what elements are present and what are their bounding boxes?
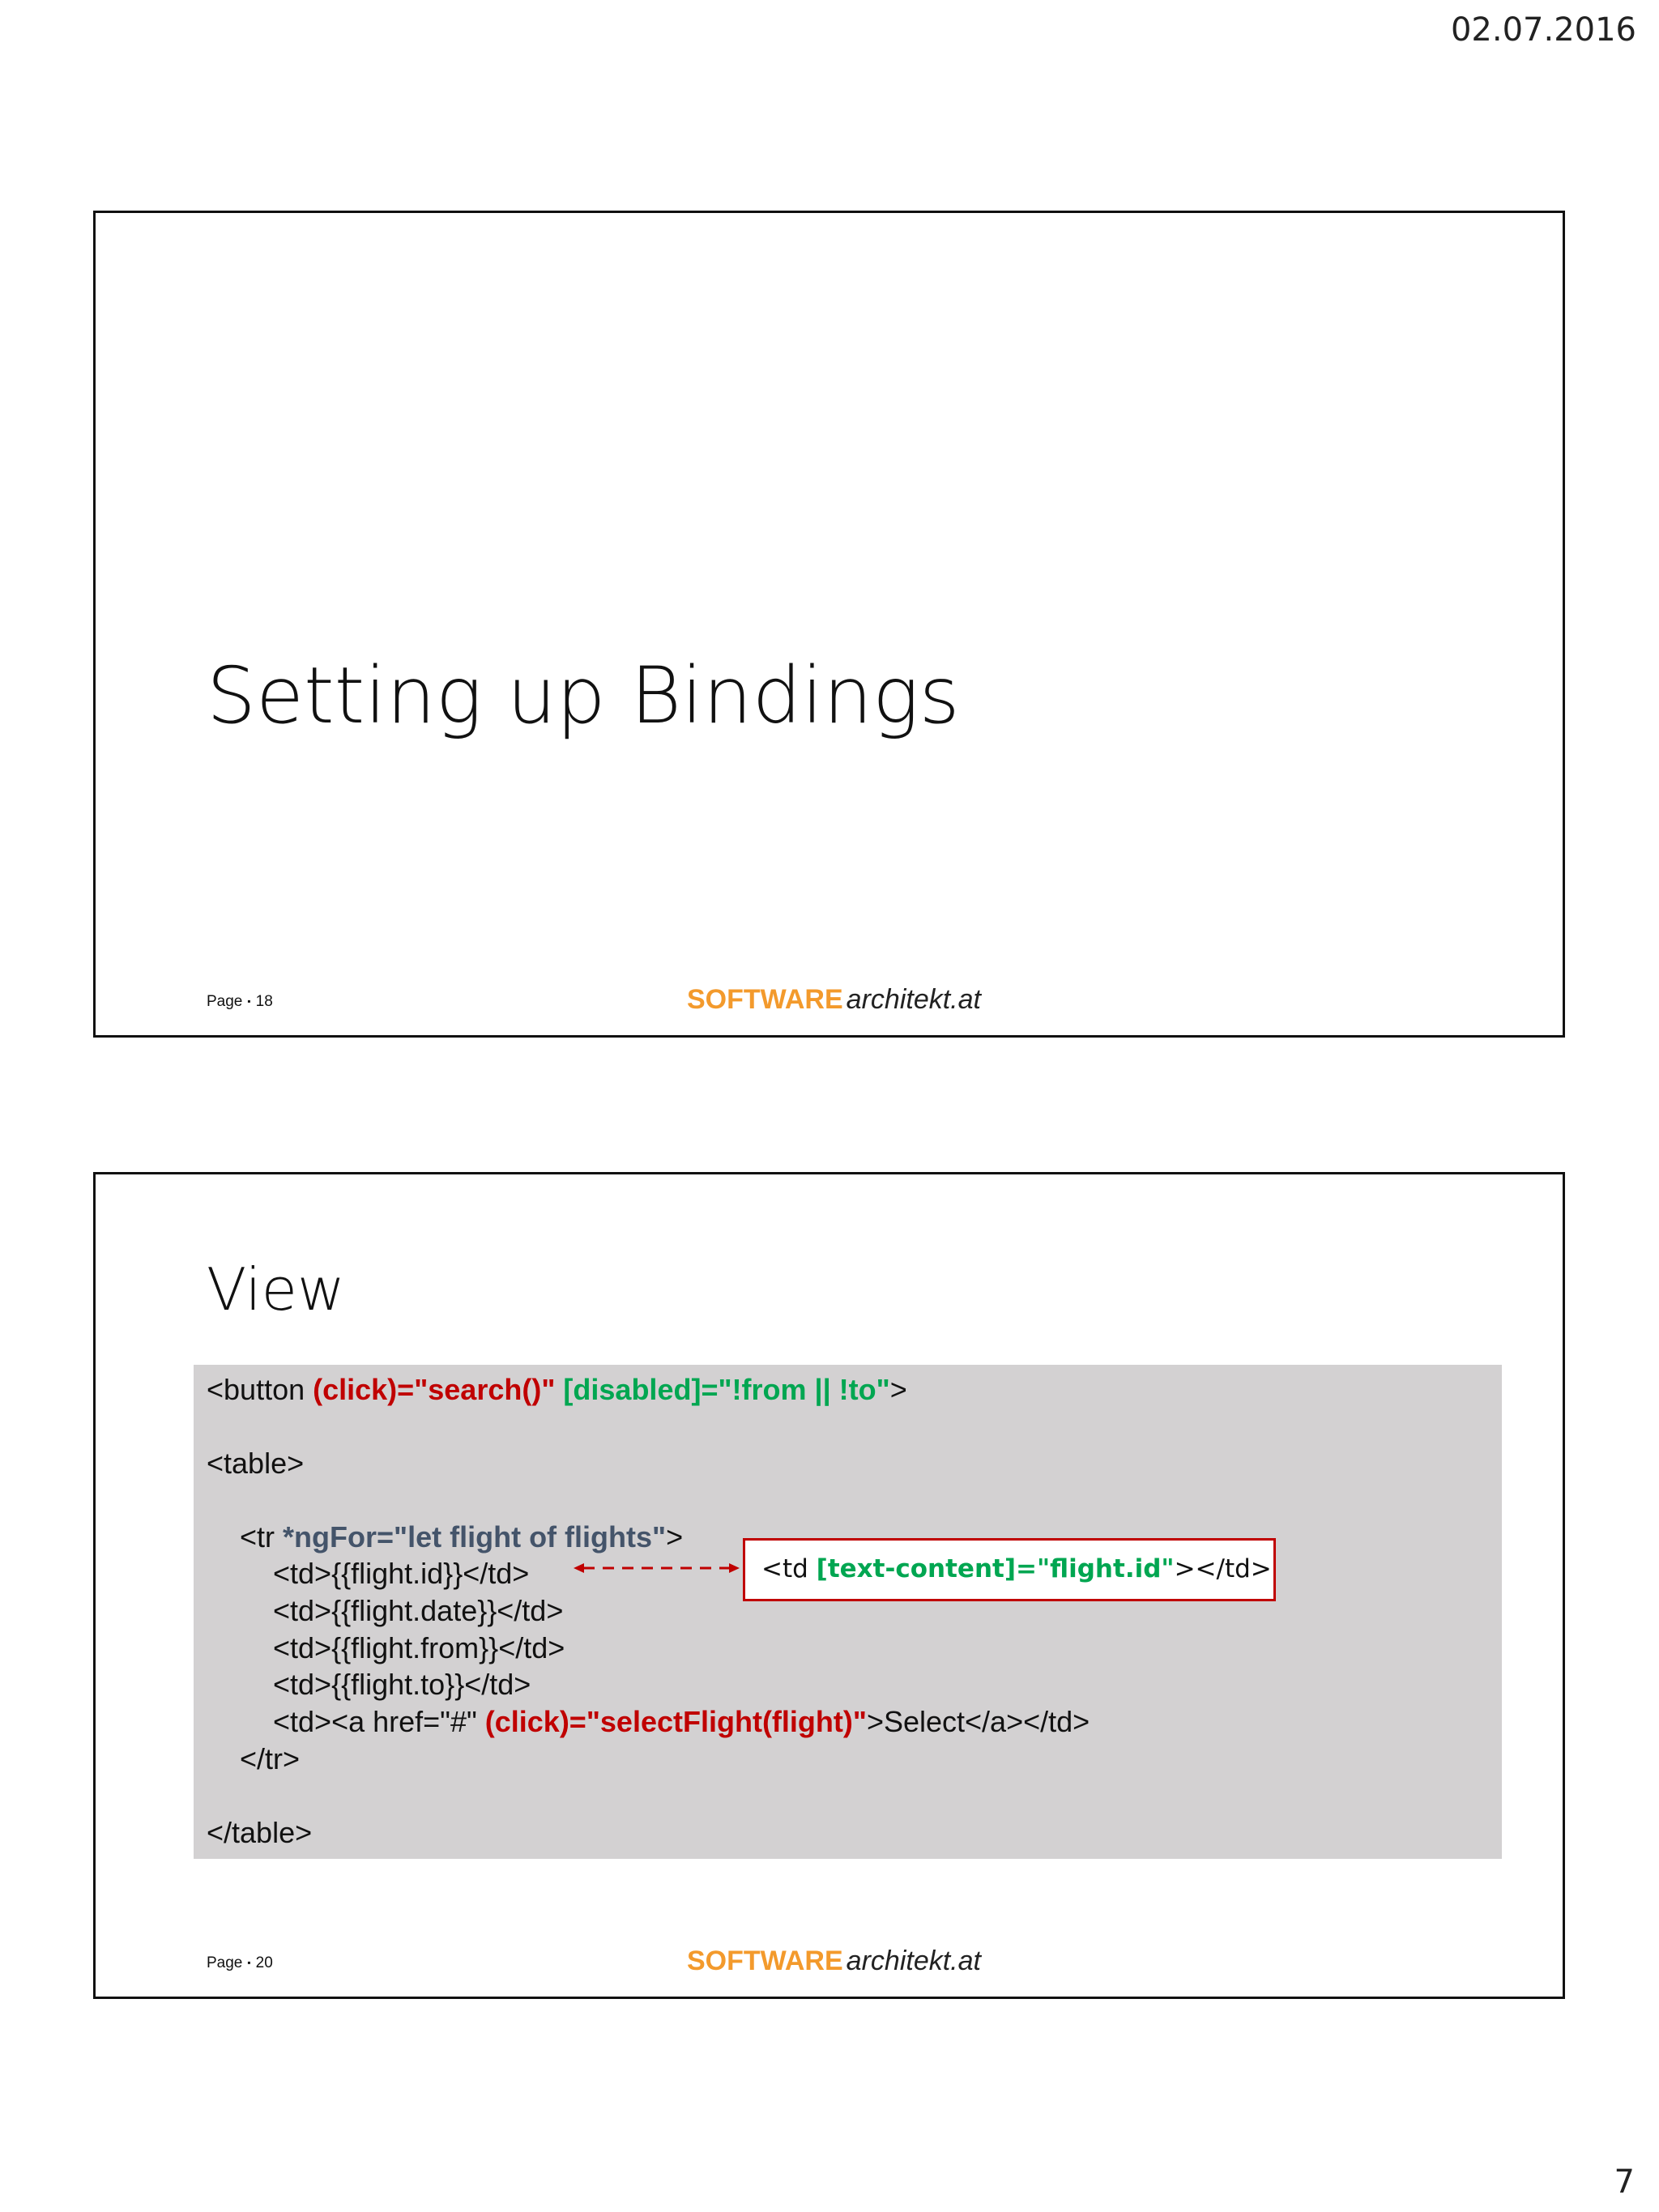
code-token-property-binding: [text-content]="flight.id" (816, 1554, 1175, 1583)
code-line-td-to: <td>{{flight.to}}</td> (273, 1668, 531, 1701)
code-block (194, 1365, 1502, 1859)
slide-thumbnail-2 (93, 1172, 1565, 1999)
code-token: > (666, 1520, 684, 1554)
handout-date: 02.07.2016 (1450, 11, 1636, 49)
code-token: >Select</a></td> (866, 1705, 1090, 1738)
code-line-td-date: <td>{{flight.date}}</td> (273, 1594, 564, 1627)
code-token: <td (761, 1554, 817, 1583)
brand-logo-part1: SOFTWARE (687, 1946, 843, 1976)
double-arrow-icon (574, 1560, 740, 1576)
page-label-text: Page (207, 1954, 243, 1971)
slide-page-number: 20 (255, 1954, 273, 1971)
code-line-tr-close: </tr> (240, 1742, 301, 1775)
slide-title: Setting up Bindings (207, 650, 960, 741)
slide-title: View (207, 1255, 345, 1323)
callout-box (743, 1538, 1276, 1601)
code-token (555, 1373, 563, 1406)
code-line-td-from: <td>{{flight.from}}</td> (273, 1631, 565, 1664)
code-line-td-select (273, 1705, 1090, 1739)
code-token-event-binding: (click)="search()" (313, 1373, 556, 1406)
brand-logo (687, 984, 981, 1016)
brand-logo-part1: SOFTWARE (687, 984, 843, 1015)
code-token: <tr (240, 1520, 284, 1554)
bullet-separator-icon: ▪ (247, 995, 251, 1007)
slide-thumbnail-1 (93, 211, 1565, 1038)
code-token-property-binding: [disabled]="!from || !to" (563, 1373, 890, 1406)
slide-page-label (207, 993, 273, 1011)
code-line-table-close: </table> (207, 1816, 313, 1849)
code-token: <td><a href="#" (273, 1705, 485, 1738)
code-token-event-binding: (click)="selectFlight(flight)" (484, 1705, 867, 1738)
slide-page-number: 18 (255, 993, 273, 1010)
bullet-separator-icon: ▪ (247, 1957, 251, 1968)
code-line-tr-open (240, 1520, 683, 1554)
brand-logo-part2: architekt.at (846, 984, 981, 1015)
code-line-button (207, 1373, 907, 1407)
code-line-table-open: <table> (207, 1447, 305, 1480)
code-token-structural-directive: *ngFor="let flight of flights" (283, 1520, 667, 1554)
brand-logo (687, 1946, 981, 1977)
callout-code (761, 1554, 1272, 1583)
handout-page-number: 7 (1614, 2163, 1635, 2201)
code-token: <button (207, 1373, 313, 1406)
page-label-text: Page (207, 993, 243, 1010)
code-token: > (889, 1373, 907, 1406)
code-line-td-id: <td>{{flight.id}}</td> (273, 1557, 530, 1590)
brand-logo-part2: architekt.at (846, 1946, 981, 1976)
code-token: ></td> (1174, 1554, 1272, 1583)
slide-page-label (207, 1954, 273, 1972)
